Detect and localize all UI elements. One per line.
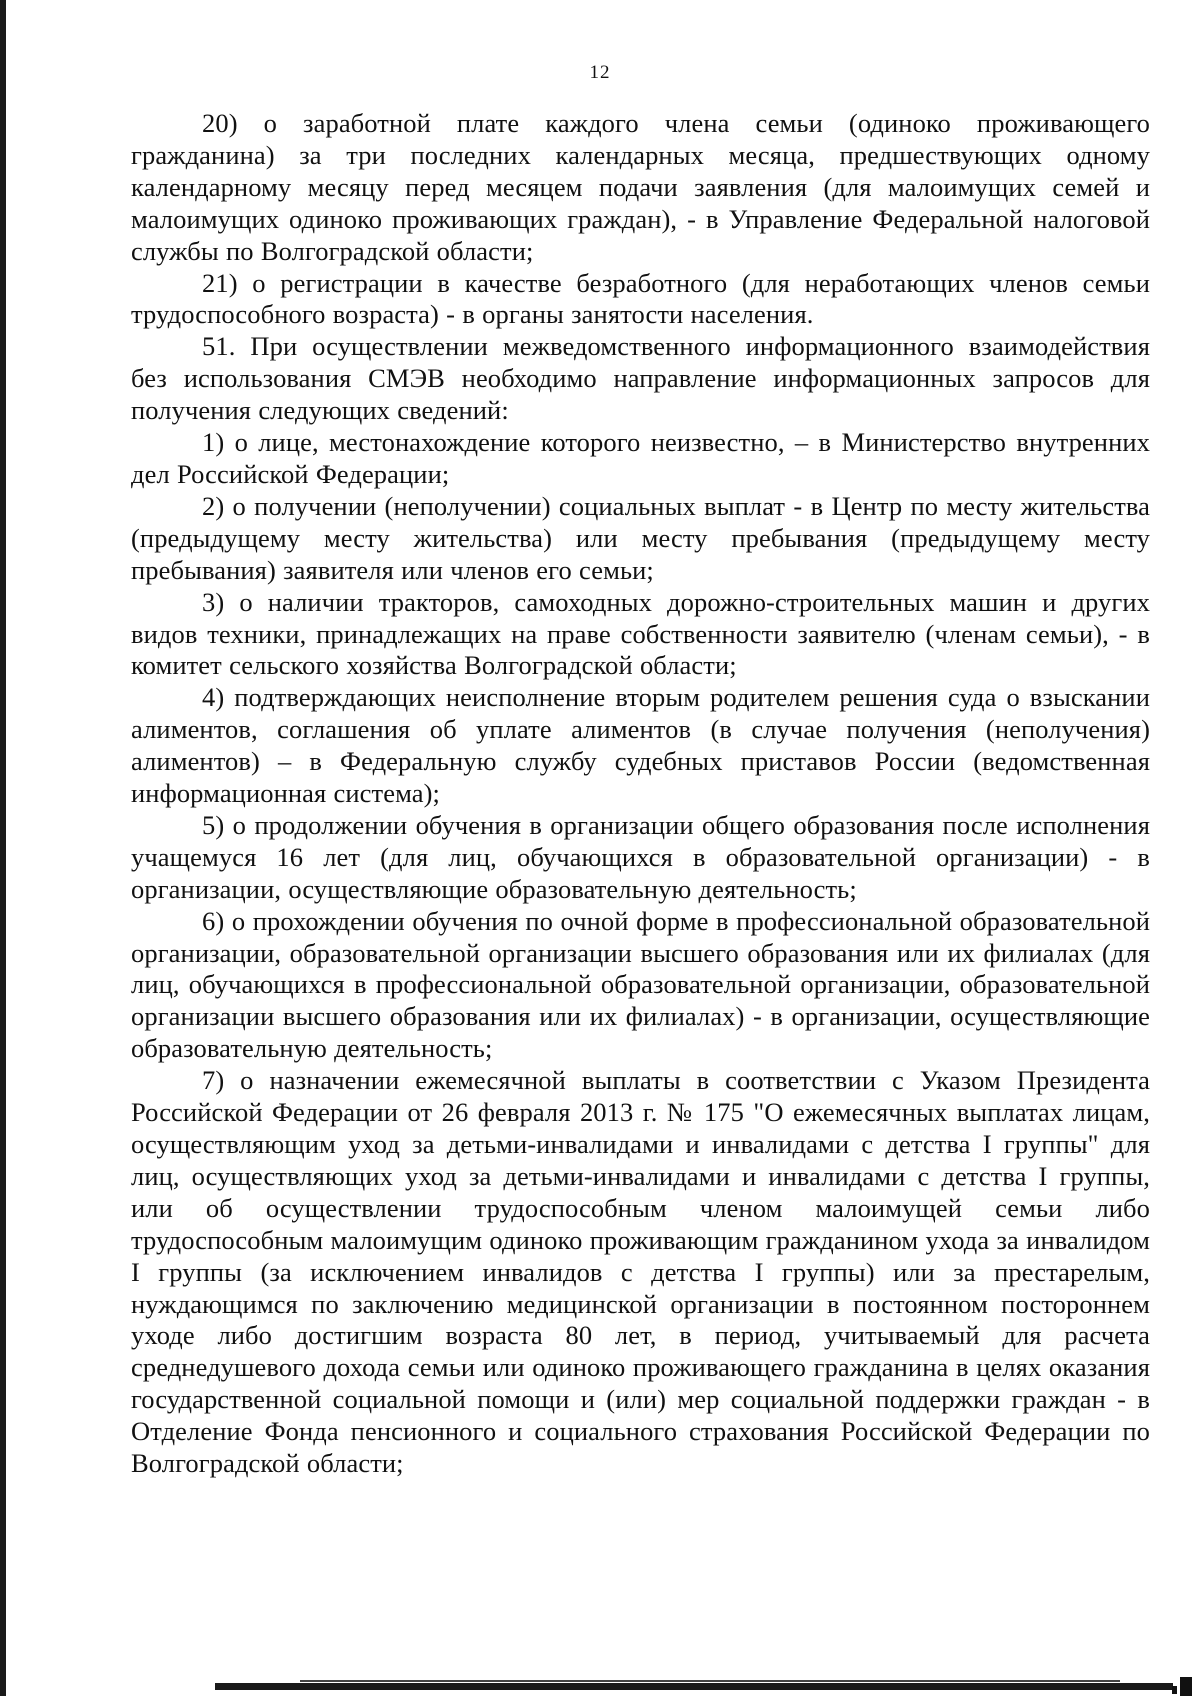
scan-bottom-dot [1172, 1686, 1177, 1694]
paragraph-item-2: 2) о получении (неполучении) социальных выплат - в Центр по месту жительства (предыдущему месту жительства) или месту пребывания (предыдущему месту пребывания) заявителя или членов его семьи; [131, 490, 1150, 585]
scan-bottom-rule [215, 1683, 1173, 1690]
paragraph-item-5: 5) о продолжении обучения в организации общего образования после исполнения учащемуся 16 лет (для лиц, обучающихся в образовательной организации) - в организации, осуществляющие образовательную деятельность; [131, 809, 1150, 904]
document-body [131, 108, 1150, 1480]
scan-bottom-mark [1180, 1677, 1192, 1696]
paragraph-item-20: 20) о заработной плате каждого члена семьи (одиноко проживающего гражданина) за три последних календарных месяца, предшествующих одному календарному месяцу перед месяцем подачи заявления (для малоимущих семей и малоимущих одиноко проживающих граждан), - в Управление Федеральной налоговой службы по Волгоградской области; [131, 108, 1150, 266]
page-number: 12 [589, 62, 611, 83]
scan-left-edge [0, 0, 6, 1696]
paragraph-item-21: 21) о регистрации в качестве безработного (для неработающих членов семьи трудоспособного возраста) - в органы занятости населения. [131, 267, 1150, 330]
paragraph-item-7: 7) о назначении ежемесячной выплаты в соответствии с Указом Президента Российской Федерации от 26 февраля 2013 г. № 175 "О ежемесячных выплатах лицам, осуществляющим уход за детьми-инвалидами и инвалидами с детства I группы" для лиц, осуществляющих уход за детьми-инвалидами и инвалидами с детства I группы, или об осуществлении трудоспособным членом малоимущей семьи либо трудоспособным малоимущим одиноко проживающим гражданином ухода за инвалидом I группы (за исключением инвалидов с детства I группы) или за престарелым, нуждающимся по заключению медицинской организации в постоянном постороннем уходе либо достигшим возраста 80 лет, в период, учитываемый для расчета среднедушевого дохода семьи или одиноко проживающего гражданина в целях оказания государственной социальной помощи и (или) мер социальной поддержки граждан - в Отделение Фонда пенсионного и социального страхования Российской Федерации по Волгоградской области; [131, 1065, 1150, 1479]
paragraph-item-3: 3) о наличии тракторов, самоходных дорожно-строительных машин и других видов техники, принадлежащих на праве собственности заявителю (членам семьи), - в комитет сельского хозяйства Волгоградской области; [131, 586, 1150, 681]
paragraph-clause-51: 51. При осуществлении межведомственного информационного взаимодействия без использования СМЭВ необходимо направление информационных запросов для получения следующих сведений: [131, 331, 1150, 426]
scan-bottom-rule-thin [300, 1680, 1120, 1682]
paragraph-item-1: 1) о лице, местонахождение которого неизвестно, – в Министерство внутренних дел Российской Федерации; [131, 427, 1150, 489]
paragraph-item-4: 4) подтверждающих неисполнение вторым родителем решения суда о взыскании алиментов, соглашения об уплате алиментов (в случае получения (неполучения) алиментов) – в Федеральную службу судебных приставов России (ведомственная информационная система); [131, 682, 1150, 809]
paragraph-item-6: 6) о прохождении обучения по очной форме в профессиональной образовательной организации, образовательной организации высшего образования или их филиалах (для лиц, обучающихся в профессиональной образовательной организации, образовательной организации высшего образования или их филиалах) - в организации, осуществляющие образовательную деятельность; [131, 905, 1150, 1064]
